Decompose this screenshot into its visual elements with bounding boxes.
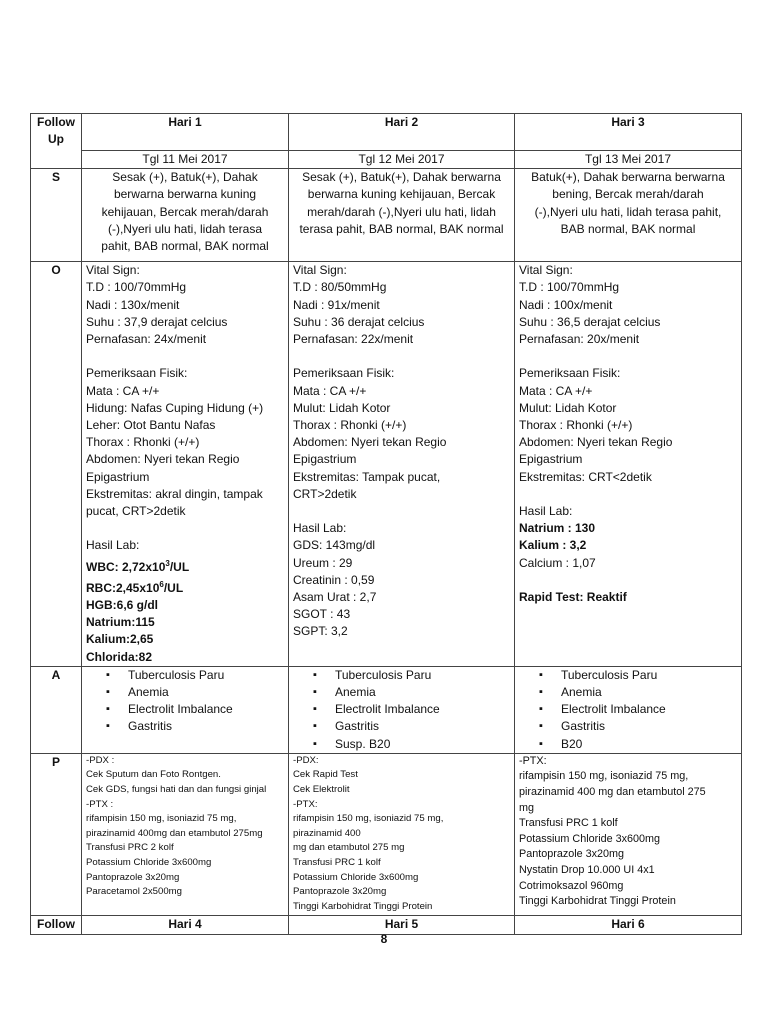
text-line [519,348,737,365]
text-line: Hasil Lab: [293,521,347,536]
text-line: Hidung: Nafas Cuping Hidung (+) [86,400,264,415]
diagnosis-item: ▪ Electrolit Imbalance [106,701,284,718]
text-line: Chlorida:82 [86,649,153,664]
day-1-date: Tgl 11 Mei 2017 [82,151,289,169]
text-line [519,486,737,503]
day-6-header: Hari 6 [515,915,742,934]
diagnosis-item: ▪ Gastritis [539,718,737,735]
header-date-row [31,151,742,169]
text-line: Ekstremitas: CRT<2detik [519,469,652,484]
text-line: berwarna kuning kehijauan, Bercak [307,187,496,202]
objective-row [31,262,742,667]
text-line: Potassium Chloride 3x600mg [519,832,661,845]
text-line: Cek Elektrolit [293,784,350,796]
diagnosis-item: ▪ Anemia [539,684,737,701]
text-line: mg [519,801,534,814]
text-line: GDS: 143mg/dl [293,538,376,553]
objective-day-1 [82,262,289,667]
text-line: Batuk(+), Dahak berwarna berwarna [531,170,725,185]
text-line: Nadi : 91x/menit [293,297,380,312]
text-line: CRT>2detik [293,486,357,501]
row-label-s: S [31,169,82,262]
lab-wbc: WBC: $2,72x10^3/UL$ [86,558,190,574]
subjective-row [31,169,742,262]
footer-follow-label: Follow [31,915,82,934]
text-line: Mata : CA +/+ [86,383,160,398]
text-line: Tinggi Karbohidrat Tinggi Protein [519,895,676,908]
text-line: Ekstremitas: akral dingin, tampak [86,486,263,501]
text-line: Pemeriksaan Fisik: [86,366,188,381]
text-line: Epigastrium [86,469,150,484]
document-page [30,113,741,935]
subjective-day-1 [82,169,289,262]
text-line: Cek GDS, fungsi hati dan dan fungsi ginjal [86,784,267,796]
text-line: Hasil Lab: [86,538,140,553]
text-line: Mata : CA +/+ [293,383,367,398]
text-line: Kalium:2,65 [86,632,154,647]
text-line: Pemeriksaan Fisik: [293,366,395,381]
text-line: -PDX: [293,754,319,766]
text-line: -PTX : [86,798,114,810]
text-line [86,520,284,537]
text-line: T.D : 100/70mmHg [519,280,620,295]
diagnosis-item: ▪ Electrolit Imbalance [313,701,510,718]
text-line: Pantoprazole 3x20mg [519,848,625,861]
text-line: Cek Rapid Test [293,769,358,781]
text-line: bening, Bercak merah/darah [552,187,704,202]
text-line: Pernafasan: 20x/menit [519,332,640,347]
text-line: -PDX : [86,754,115,766]
text-line: Tinggi Karbohidrat Tinggi Protein [293,900,433,912]
text-line: Pantoprazole 3x20mg [86,871,180,883]
subjective-day-3 [515,169,742,262]
text-line: Pemeriksaan Fisik: [519,366,621,381]
text-line: Suhu : 36,5 derajat celcius [519,314,661,329]
text-line: Mulut: Lidah Kotor [519,400,617,415]
text-line [293,348,510,365]
text-line: Hasil Lab: [519,504,573,519]
text-line: Vital Sign: [519,263,573,278]
text-line: Nadi : 130x/menit [86,297,180,312]
objective-day-2 [289,262,515,667]
day-2-header: Hari 2 [289,114,515,151]
text-line: Sesak (+), Batuk(+), Dahak berwarna [302,170,501,185]
text-line: Mulut: Lidah Kotor [293,400,391,415]
day-2-date: Tgl 12 Mei 2017 [289,151,515,169]
diagnosis-item: ▪ Gastritis [313,718,510,735]
plan-row [31,753,742,915]
text-line: T.D : 100/70mmHg [86,280,187,295]
text-line: mg dan etambutol 275 mg [293,842,405,854]
assessment-day-3 [515,666,742,753]
text-line: SGPT: 3,2 [293,624,348,639]
lab-results-day-1 [86,555,284,666]
text-line: pahit, BAB normal, BAK normal [101,239,269,254]
text-line: Creatinin : 0,59 [293,572,375,587]
diagnosis-item: ▪ B20 [539,736,737,753]
day-3-header: Hari 3 [515,114,742,151]
row-label-o: O [31,262,82,667]
assessment-day-2 [289,666,515,753]
text-line: Abdomen: Nyeri tekan Regio [86,452,240,467]
text-line: Potassium Chloride 3x600mg [293,871,419,883]
text-line: Thorax : Rhonki (+/+) [293,418,407,433]
text-line: (-),Nyeri ulu hati, lidah terasa pahit, [534,204,722,219]
text-line: SGOT : 43 [293,607,351,622]
text-line: HGB:6,6 g/dl [86,598,159,613]
text-line: Cek Sputum dan Foto Rontgen. [86,769,221,781]
objective-day-3 [515,262,742,667]
text-line: rifampisin 150 mg, isoniazid 75 mg, [519,770,689,783]
assessment-day-1 [82,666,289,753]
day-5-header: Hari 5 [289,915,515,934]
page-number: 8 [380,932,388,946]
text-line [293,503,510,520]
text-line: berwarna berwarna kuning [113,187,257,202]
text-line: Calcium : 1,07 [519,555,596,570]
assessment-row [31,666,742,753]
text-line: Thorax : Rhonki (+/+) [519,418,633,433]
text-line: Epigastrium [519,452,583,467]
row-label-p: P [31,753,82,915]
text-line: Pernafasan: 22x/menit [293,332,414,347]
text-line: kehijauan, Bercak merah/darah [101,204,269,219]
header-day-row [31,114,742,151]
text-line: Natrium:115 [86,615,155,630]
text-line: Pantoprazole 3x20mg [293,886,387,898]
text-line: BAB normal, BAK normal [560,221,696,236]
text-line: -PTX: [519,754,547,767]
text-line: Abdomen: Nyeri tekan Regio [519,435,673,450]
lab-results-day-3 [519,555,737,572]
text-line: terasa pahit, BAB normal, BAK normal [299,221,504,236]
day-4-header: Hari 4 [82,915,289,934]
plan-day-1 [82,753,289,915]
day-1-header: Hari 1 [82,114,289,151]
text-line: Asam Urat : 2,7 [293,590,377,605]
text-line: Nadi : 100x/menit [519,297,613,312]
text-line: Thorax : Rhonki (+/+) [86,435,200,450]
text-line: pirazinamid 400 [293,827,361,839]
lab-rbc: $RBC:2,45x10^6/UL$ [86,579,184,595]
text-line: Ekstremitas: Tampak pucat, [293,469,441,484]
text-line: Vital Sign: [86,263,140,278]
text-line: Natrium : 130 [519,521,596,536]
row-label-a: A [31,666,82,753]
text-line: pucat, CRT>2detik [86,504,186,519]
text-line: Sesak (+), Batuk(+), Dahak [112,170,258,185]
subjective-day-2 [289,169,515,262]
text-line: Suhu : 36 derajat celcius [293,314,425,329]
text-line: rifampisin 150 mg, isoniazid 75 mg, [86,813,237,825]
diagnosis-item: ▪ Tuberculosis Paru [313,667,510,684]
text-line: Mata : CA +/+ [519,383,593,398]
text-line: Suhu : 37,9 derajat celcius [86,314,228,329]
day-3-date: Tgl 13 Mei 2017 [515,151,742,169]
plan-day-3 [515,753,742,915]
text-line: pirazinamid 400 mg dan etambutol 275 [519,786,706,799]
text-line: merah/darah (-),Nyeri ulu hati, lidah [307,204,496,219]
diagnosis-item: ▪ Anemia [106,684,284,701]
text-line: Abdomen: Nyeri tekan Regio [293,435,447,450]
text-line: Cotrimoksazol 960mg [519,879,624,892]
plan-day-2 [289,753,515,915]
text-line: Transfusi PRC 1 kolf [519,817,618,830]
text-line: Potassium Chloride 3x600mg [86,857,212,869]
follow-up-label: Follow Up [31,114,82,169]
text-line: (-),Nyeri ulu hati, lidah terasa [107,221,263,236]
text-line: Nystatin Drop 10.000 UI 4x1 [519,864,655,877]
diagnosis-item: ▪ Susp. B20 [313,736,510,753]
text-line: Transfusi PRC 1 kolf [293,857,381,869]
text-line [86,348,284,365]
follow-up-table [30,113,742,935]
diagnosis-item: ▪ Gastritis [106,718,284,735]
lab-results-day-3-bold [519,520,737,554]
text-line: pirazinamid 400mg dan etambutol 275mg [86,827,263,839]
text-line: T.D : 80/50mmHg [293,280,387,295]
diagnosis-item: ▪ Tuberculosis Paru [539,667,737,684]
text-line: Pernafasan: 24x/menit [86,332,207,347]
text-line: Paracetamol 2x500mg [86,886,182,898]
text-line: Leher: Otot Bantu Nafas [86,418,216,433]
rapid-test-result: Rapid Test: Reaktif [519,590,627,605]
text-line: Kalium : 3,2 [519,538,587,553]
diagnosis-item: ▪ Tuberculosis Paru [106,667,284,684]
diagnosis-item: ▪ Electrolit Imbalance [539,701,737,718]
text-line: Vital Sign: [293,263,347,278]
text-line: -PTX: [293,798,318,810]
text-line: Transfusi PRC 2 kolf [86,842,174,854]
diagnosis-item: ▪ Anemia [313,684,510,701]
text-line: Ureum : 29 [293,555,353,570]
text-line: Epigastrium [293,452,357,467]
text-line: rifampisin 150 mg, isoniazid 75 mg, [293,813,444,825]
